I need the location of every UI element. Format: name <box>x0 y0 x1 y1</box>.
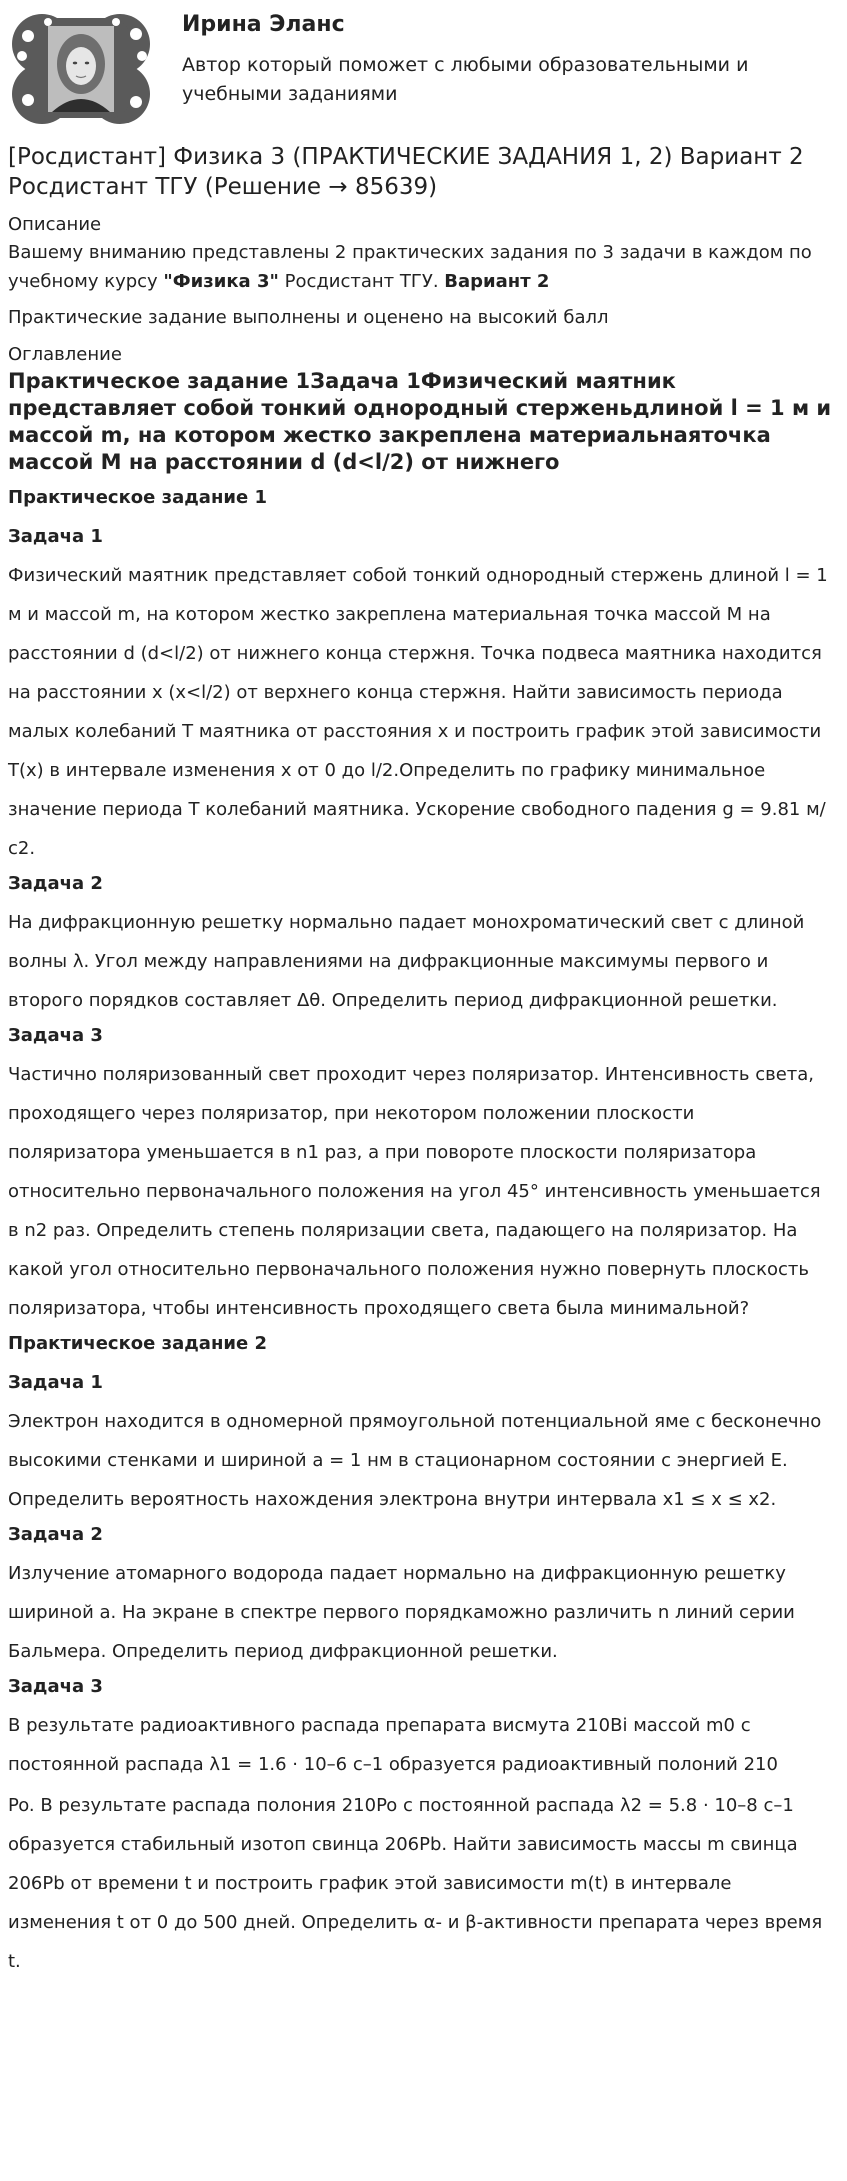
task-text: Частично поляризованный свет проходит через поляризатор. Интенсивность света, проходящего через поляризатор, при некотором положении плоскости поляризатора уменьшается в n1 раз, а при повороте плоскости поляризатора относительно первоначального положения на угол 45° интенсивность уменьшается в n2 раз. Определить степень поляризации света, падающего на поляризатор. На какой угол относительно первоначального положения нужно повернуть плоскость поляризатора, чтобы интенсивность проходящего света была минимальной? <box>8 1064 821 1319</box>
task-title: Задача 2 <box>8 1524 103 1545</box>
toc-heading: Практическое задание 1Задача 1Физический маятник представляет собой тонкий однородный стерженьдлиной l = 1 м и массой m, на котором жестко закреплена материальнаяточка массой M на расстоянии d (d<l/2) от нижнего <box>8 369 832 474</box>
practical-assignment <box>8 1330 839 1981</box>
section-title: Практическое задание 1 <box>8 487 267 508</box>
task-title: Задача 1 <box>8 526 103 547</box>
work-title: [Росдистант] Физика 3 (ПРАКТИЧЕСКИЕ ЗАДАНИЯ 1, 2) Вариант 2 Росдистант ТГУ (Решение → 85639) <box>8 144 804 200</box>
toc-label: Оглавление <box>8 344 122 365</box>
task-text: Po. В результате распада полония 210Po с постоянной распада λ2 = 5.8 · 10–8 с–1 образуется стабильный изотоп свинца 206Pb. Найти зависимость массы m свинца 206Pb от времени t и построить график этой зависимости m(t) в интервале изменения t от 0 до 500 дней. Определить α- и β-активности препарата через время t. <box>8 1795 823 1972</box>
task-title: Задача 3 <box>8 1676 103 1697</box>
content-body <box>8 484 839 1981</box>
task-text: Излучение атомарного водорода падает нормально на дифракционную решетку шириной a. На экране в спектре первого порядкаможно различить n линий серии Бальмера. Определить период дифракционной решетки. <box>8 1563 795 1662</box>
task-text: В результате радиоактивного распада препарата висмута 210Bi массой m0 с постоянной распада λ1 = 1.6 · 10–6 с–1 образуется радиоактивный полоний 210 <box>8 1715 778 1775</box>
description-label: Описание <box>8 214 102 235</box>
author-name[interactable]: Ирина Эланс <box>182 12 345 37</box>
description-text-middle: Росдистант ТГУ. <box>278 271 445 292</box>
description-note: Практические задание выполнены и оценено на высокий балл <box>8 307 609 328</box>
section-title: Практическое задание 2 <box>8 1333 267 1354</box>
practical-assignment <box>8 484 839 1328</box>
task-title: Задача 1 <box>8 1372 103 1393</box>
description-text-start: Вашему вниманию представлены 2 практических задания по 3 задачи в каждом по учебному курсу <box>8 242 812 292</box>
task-text: Электрон находится в одномерной прямоугольной потенциальной яме с бесконечно высокими стенками и шириной a = 1 нм в стационарном состоянии с энергией E. Определить вероятность нахождения электрона внутри интервала x1 ≤ x ≤ x2. <box>8 1411 822 1510</box>
task-text: На дифракционную решетку нормально падает монохроматический свет с длиной волны λ. Угол между направлениями на дифракционные максимумы первого и второго порядков составляет Δθ. Определить период дифракционной решетки. <box>8 912 805 1011</box>
author-description: Автор который поможет с любыми образовательными и учебными заданиями <box>182 54 749 105</box>
task-title: Задача 3 <box>8 1025 103 1046</box>
author-card <box>8 0 839 128</box>
variant-label: Вариант 2 <box>444 271 550 292</box>
course-name: "Физика 3" <box>163 271 279 292</box>
task-title: Задача 2 <box>8 873 103 894</box>
description-text <box>8 238 839 296</box>
author-avatar[interactable] <box>8 6 154 128</box>
task-text: Физический маятник представляет собой тонкий однородный стержень длиной l = 1 м и массой m, на котором жестко закреплена материальная точка массой M на расстоянии d (d<l/2) от нижнего конца стержня. Точка подвеса маятника находится на расстоянии x (x<l/2) от верхнего конца стержня. Найти зависимость периода малых колебаний T маятника от расстояния x и построить график этой зависимости T(x) в интервале изменения x от 0 до l/2.Определить по графику минимальное значение периода T колебаний маятника. Ускорение свободного падения g = 9.81 м/с2. <box>8 565 828 859</box>
